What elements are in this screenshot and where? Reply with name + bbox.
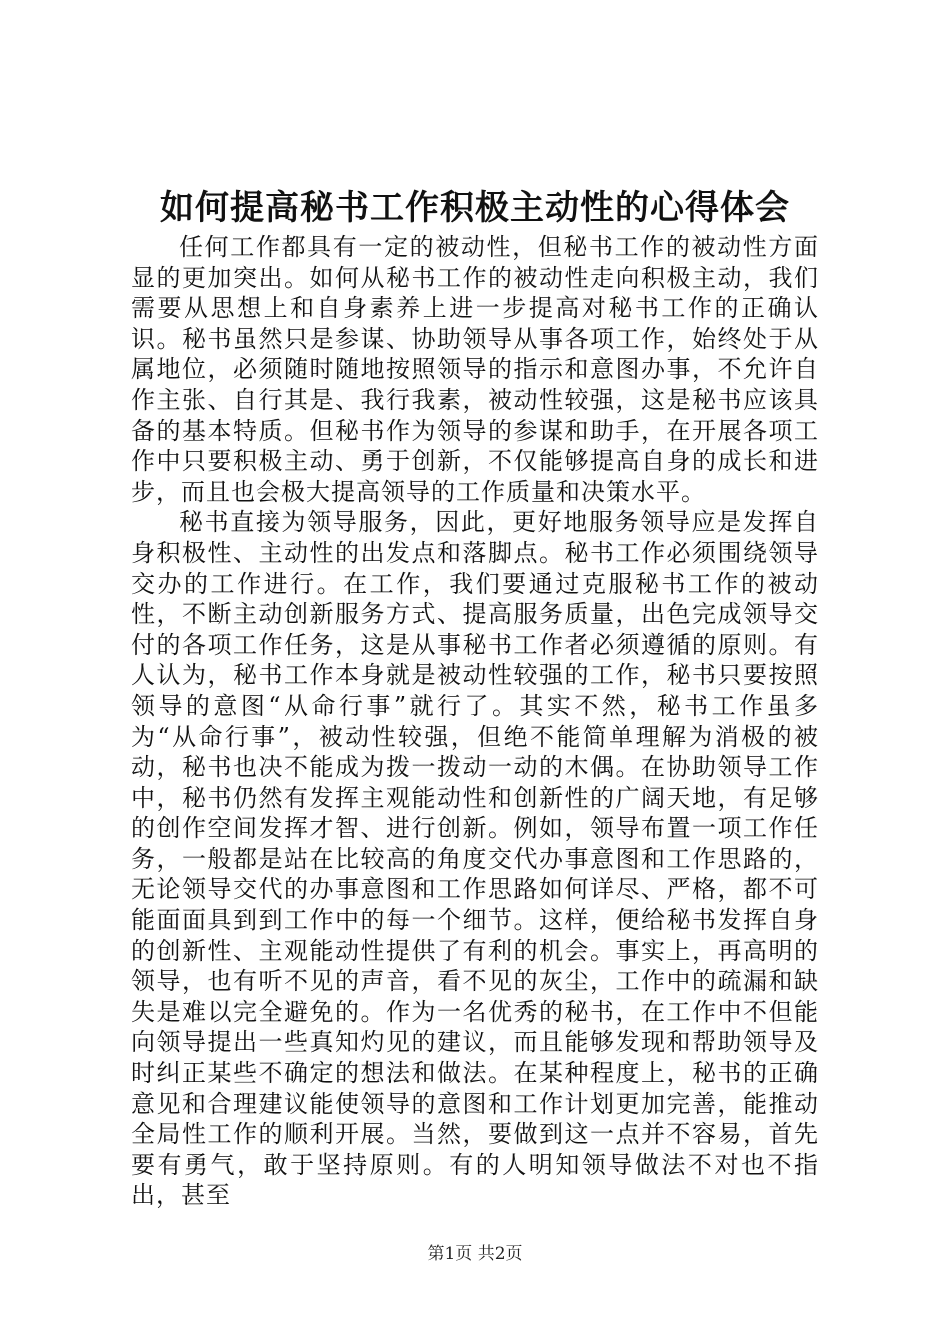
document-title: 如何提高秘书工作积极主动性的心得体会 [160,188,790,228]
paragraph-1: 任何工作都具有一定的被动性，但秘书工作的被动性方面显的更加突出。如何从秘书工作的被动性走向积极主动，我们需要从思想上和自身素养上进一步提高对秘书工作的正确认识。秘书虽然只是参谋、协助领导从事各项工作，始终处于从属地位，必须随时随地按照领导的指示和意图办事，不允许自作主张、自行其是、我行我素，被动性较强，这是秘书应该具备的基本特质。但秘书作为领导的参谋和助手，在开展各项工作中只要积极主动、勇于创新，不仅能够提高自身的成长和进步，而且也会极大提高领导的工作质量和决策水平。 [131,233,819,506]
page-footer: 第1页 共2页 [427,1244,523,1264]
document-body [131,232,819,1211]
paragraph-2: 秘书直接为领导服务，因此，更好地服务领导应是发挥自身积极性、主动性的出发点和落脚点。秘书工作必须围绕领导交办的工作进行。在工作，我们要通过克服秘书工作的被动性，不断主动创新服务方式、提高服务质量，出色完成领导交付的各项工作任务，这是从事秘书工作者必须遵循的原则。有人认为，秘书工作本身就是被动性较强的工作，秘书只要按照领导的意图“从命行事”就行了。其实不然，秘书工作虽多为“从命行事”，被动性较强，但绝不能简单理解为消极的被动，秘书也决不能成为拨一拨动一动的木偶。在协助领导工作中，秘书仍然有发挥主观能动性和创新性的广阔天地，有足够的创作空间发挥才智、进行创新。例如，领导布置一项工作任务，一般都是站在比较高的角度交代办事意图和工作思路的，无论领导交代的办事意图和工作思路如何详尽、严格，都不可能面面具到到工作中的每一个细节。这样，便给秘书发挥自身的创新性、主观能动性提供了有利的机会。事实上，再高明的领导，也有听不见的声音，看不见的灰尘，工作中的疏漏和缺失是难以完全避免的。作为一名优秀的秘书，在工作中不但能向领导提出一些真知灼见的建议，而且能够发现和帮助领导及时纠正某些不确定的想法和做法。在某种程度上，秘书的正确意见和合理建议能使领导的意图和工作计划更加完善，能推动全局性工作的顺利开展。当然，要做到这一点并不容易，首先要有勇气，敢于坚持原则。有的人明知领导做法不对也不指出，甚至 [131,508,819,1210]
